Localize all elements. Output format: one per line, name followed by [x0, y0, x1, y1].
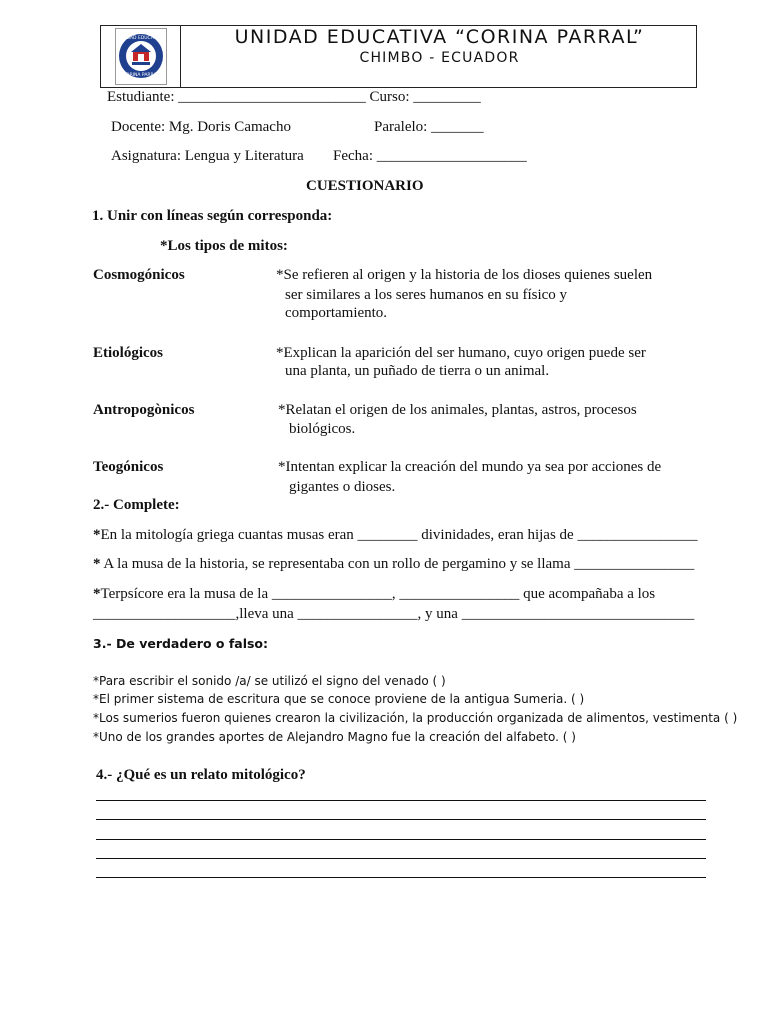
school-header	[100, 25, 697, 88]
definition-1-line-2: ser similares a los seres humanos en su físico y	[285, 287, 568, 303]
answer-line	[96, 858, 706, 859]
logo-cell	[101, 26, 181, 87]
definition-4-line-1: *Intentan explicar la creación del mundo ya sea por acciones de	[278, 459, 662, 475]
teacher-line: Docente: Mg. Doris Camacho	[111, 119, 291, 135]
school-name: UNIDAD EDUCATIVA “CORINA PARRAL”	[234, 26, 645, 48]
school-logo	[115, 28, 167, 85]
definition-1-line-3: comportamiento.	[285, 305, 388, 321]
student-course-line: Estudiante: _________________________ Curso: _________	[107, 89, 481, 105]
logo-text-top: UNIDAD EDUCATIVA	[118, 36, 164, 41]
q2-line-1: *En la mitología griega cuantas musas eran ________ divinidades, eran hijas de ________________	[93, 527, 698, 543]
definition-4-line-2: gigantes o dioses.	[289, 479, 396, 495]
answer-line	[96, 800, 706, 801]
tf-item-4: *Uno de los grandes aportes de Alejandro Magno fue la creación del alfabeto. ( )	[93, 730, 576, 744]
definition-1-line-1: *Se refieren al origen y la historia de los dioses quienes suelen	[276, 267, 653, 283]
definition-2-line-2: una planta, un puñado de tierra o un animal.	[285, 363, 550, 379]
definition-2-line-1: *Explican la aparición del ser humano, cuyo origen puede ser	[276, 345, 646, 361]
definition-3-line-2: biológicos.	[289, 421, 356, 437]
term-antropogonicos: Antropogònicos	[93, 402, 195, 418]
date-line: Fecha: ____________________	[333, 148, 527, 164]
parallel-line: Paralelo: _______	[374, 119, 484, 135]
definition-3-line-1: *Relatan el origen de los animales, plantas, astros, procesos	[278, 402, 637, 418]
q2-line-3: *Terpsícore era la musa de la ________________, ________________ que acompañaba a los	[93, 586, 656, 602]
logo-text-bottom: CORINA PARRAL	[122, 73, 160, 78]
q2-heading: 2.- Complete:	[93, 497, 180, 513]
page-title: CUESTIONARIO	[306, 178, 424, 194]
q1-heading: 1. Unir con líneas según corresponda:	[92, 208, 333, 224]
subject-line: Asignatura: Lengua y Literatura	[111, 148, 304, 164]
term-etiologicos: Etiológicos	[93, 345, 163, 361]
q3-heading: 3.- De verdadero o falso:	[93, 636, 269, 651]
q2-line-4: ___________________,lleva una ________________, y una _______________________________	[93, 606, 695, 622]
answer-line	[96, 877, 706, 878]
q2-line-2: * A la musa de la historia, se representaba con un rollo de pergamino y se llama ________________	[93, 556, 695, 572]
term-teogonicos: Teogónicos	[93, 459, 164, 475]
q4-heading: 4.- ¿Qué es un relato mitológico?	[96, 767, 306, 783]
answer-line	[96, 839, 706, 840]
term-cosmogonicos: Cosmogónicos	[93, 267, 185, 283]
tf-item-3: *Los sumerios fueron quienes crearon la civilización, la producción organizada de alimentos, vestimenta ( )	[93, 711, 738, 725]
tf-item-2: *El primer sistema de escritura que se conoce proviene de la antigua Sumeria. ( )	[93, 692, 585, 706]
answer-line	[96, 819, 706, 820]
tf-item-1: *Para escribir el sonido /a/ se utilizó el signo del venado ( )	[93, 674, 446, 688]
q1-subheading: *Los tipos de mitos:	[160, 238, 288, 254]
school-location: CHIMBO - ECUADOR	[359, 50, 520, 66]
